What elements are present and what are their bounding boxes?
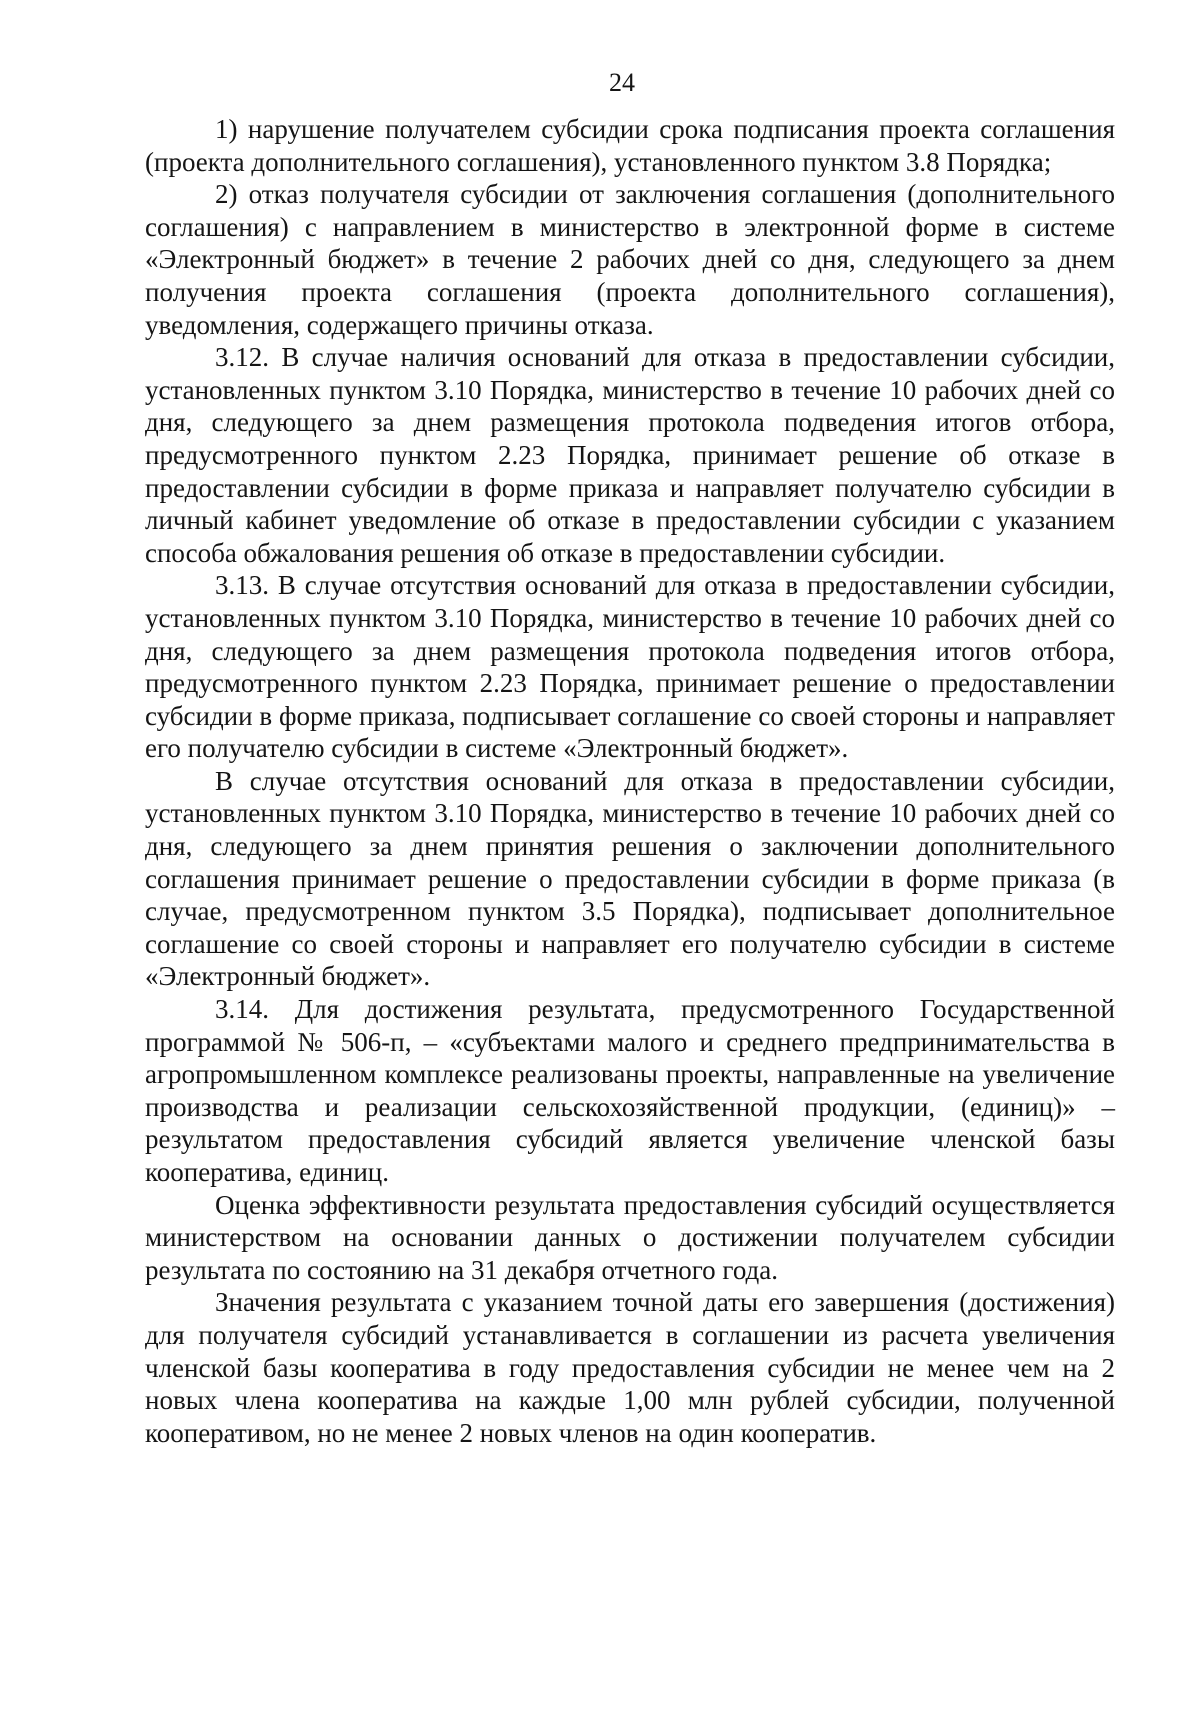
paragraph-result-values: Значения результата с указанием точной даты его завершения (достижения) для получателя субсидий устанавливается в соглашении из расчета увеличения членской базы кооператива в году предоставления субсидии не менее чем на 2 новых члена кооператива на каждые 1,00 млн рублей субсидии, полученной кооперативом, но не менее 2 новых членов на один кооператив.	[145, 1287, 1115, 1448]
page-number: 24	[609, 68, 635, 97]
document-body	[145, 113, 1115, 1449]
paragraph-item-2: 2) отказ получателя субсидии от заключения соглашения (дополнительного соглашения) с направлением в министерство в электронной форме в системе «Электронный бюджет» в течение 2 рабочих дней со дня, следующего за днем получения проекта соглашения (проекта дополнительного соглашения), уведомления, содержащего причины отказа.	[145, 179, 1115, 340]
paragraph-item-1: 1) нарушение получателем субсидии срока подписания проекта соглашения (проекта дополнительного соглашения), установленного пунктом 3.8 Порядка;	[145, 114, 1115, 177]
paragraph-evaluation: Оценка эффективности результата предоставления субсидий осуществляется министерством на основании данных о достижении получателем субсидии результата по состоянию на 31 декабря отчетного года.	[145, 1189, 1115, 1285]
paragraph-3-14: 3.14. Для достижения результата, предусмотренного Государственной программой № 506-п, – «субъектами малого и среднего предпринимательства в агропромышленном комплексе реализованы проекты, направленные на увеличение производства и реализации сельскохозяйственной продукции, (единиц)» – результатом предоставления субсидий является увеличение членской базы кооператива, единиц.	[145, 994, 1115, 1187]
paragraph-3-13: 3.13. В случае отсутствия оснований для отказа в предоставлении субсидии, установленных пунктом 3.10 Порядка, министерство в течение 10 рабочих дней со дня, следующего за днем размещения протокола подведения итогов отбора, предусмотренного пунктом 2.23 Порядка, принимает решение о предоставлении субсидии в форме приказа, подписывает соглашение со своей стороны и направляет его получателю субсидии в системе «Электронный бюджет».	[145, 570, 1115, 764]
paragraph-3-12: 3.12. В случае наличия оснований для отказа в предоставлении субсидии, установленных пунктом 3.10 Порядка, министерство в течение 10 рабочих дней со дня, следующего за днем размещения протокола подведения итогов отбора, предусмотренного пунктом 2.23 Порядка, принимает решение об отказе в предоставлении субсидии в форме приказа и направляет получателю субсидии в личный кабинет уведомление об отказе в предоставлении субсидии с указанием способа обжалования решения об отказе в предоставлении субсидии.	[145, 342, 1115, 568]
paragraph-3-13-continuation: В случае отсутствия оснований для отказа в предоставлении субсидии, установленных пунктом 3.10 Порядка, министерство в течение 10 рабочих дней со дня, следующего за днем принятия решения о заключении дополнительного соглашения принимает решение о предоставлении субсидии в форме приказа (в случае, предусмотренном пунктом 3.5 Порядка), подписывает дополнительное соглашение со своей стороны и направляет его получателю субсидии в системе «Электронный бюджет».	[145, 765, 1115, 992]
